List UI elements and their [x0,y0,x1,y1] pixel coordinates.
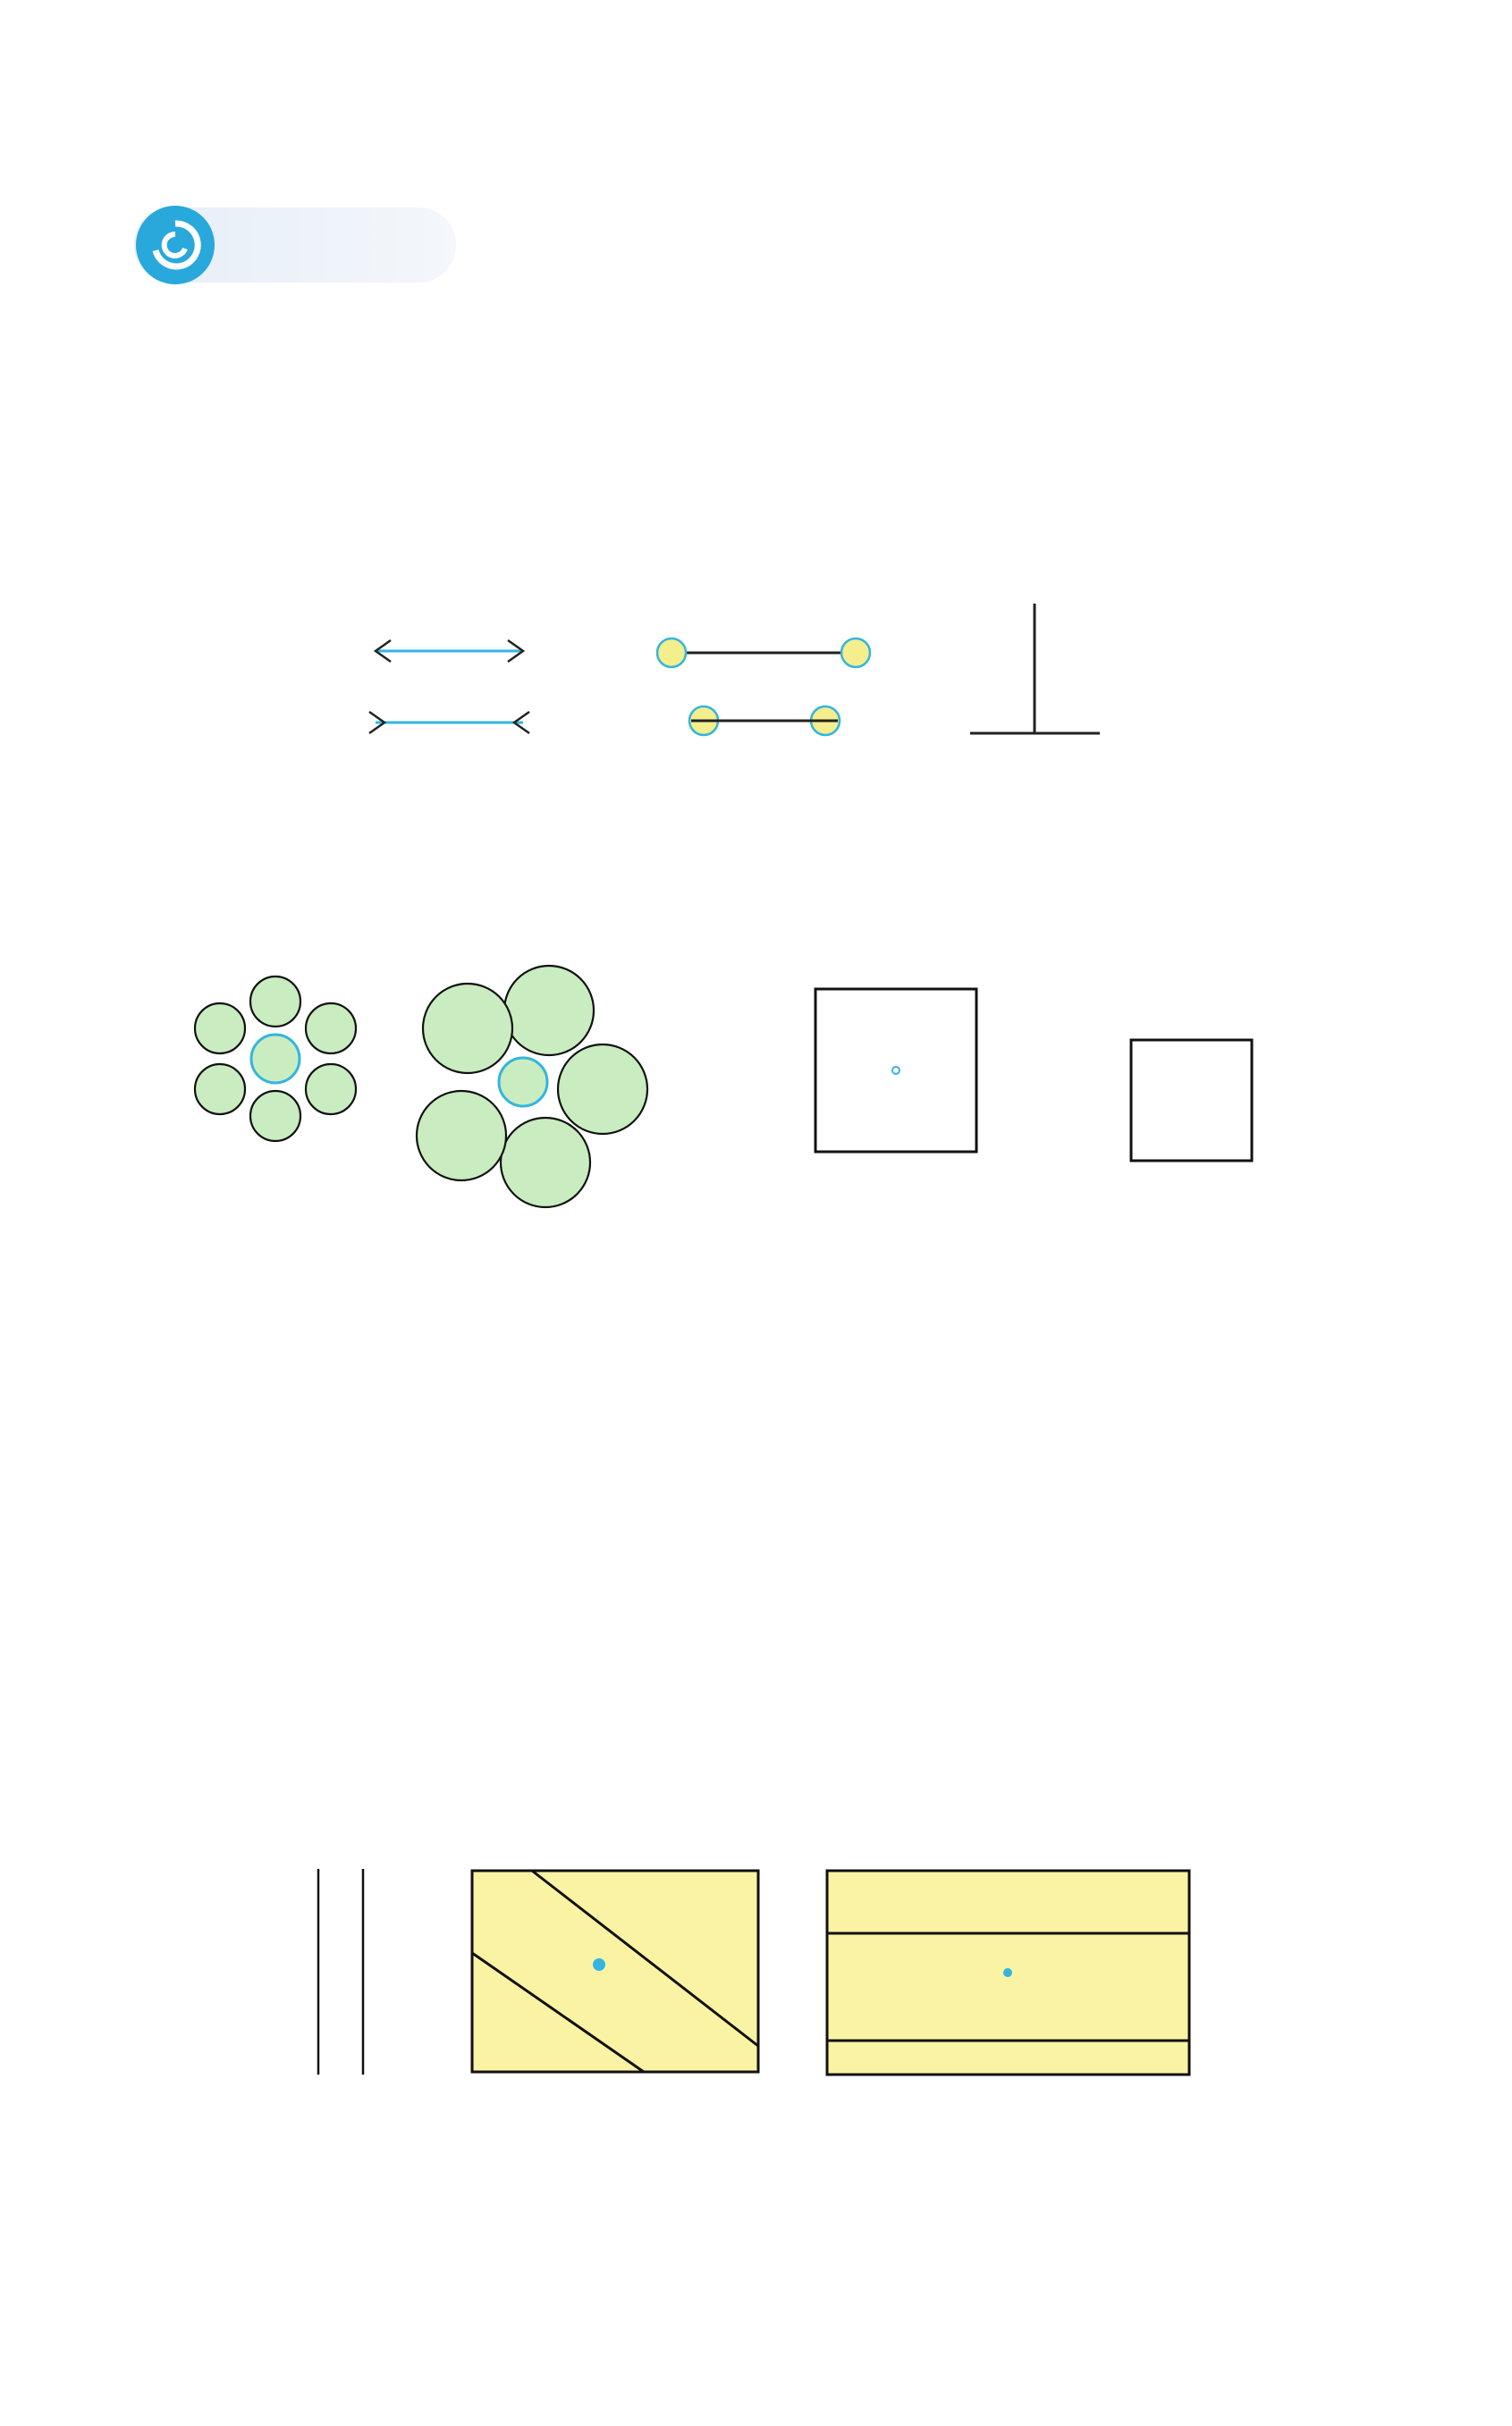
fig1-arrow-lines [376,651,523,723]
figure-2 [188,957,653,1216]
figure-3 [769,934,1305,1203]
fig2-circle-B [499,1058,547,1106]
fig1-dumbbells [657,638,870,735]
fig4-starburst-box [472,1871,758,2072]
fig2-circle-A [251,1035,300,1083]
figure-4 [286,1833,1198,2084]
figure-1 [353,590,1158,787]
fig1-t-shape [970,604,1100,733]
fig3-square-1 [815,989,976,1152]
swirl-icon [134,204,216,286]
fig3-square-2 [1131,1040,1252,1161]
